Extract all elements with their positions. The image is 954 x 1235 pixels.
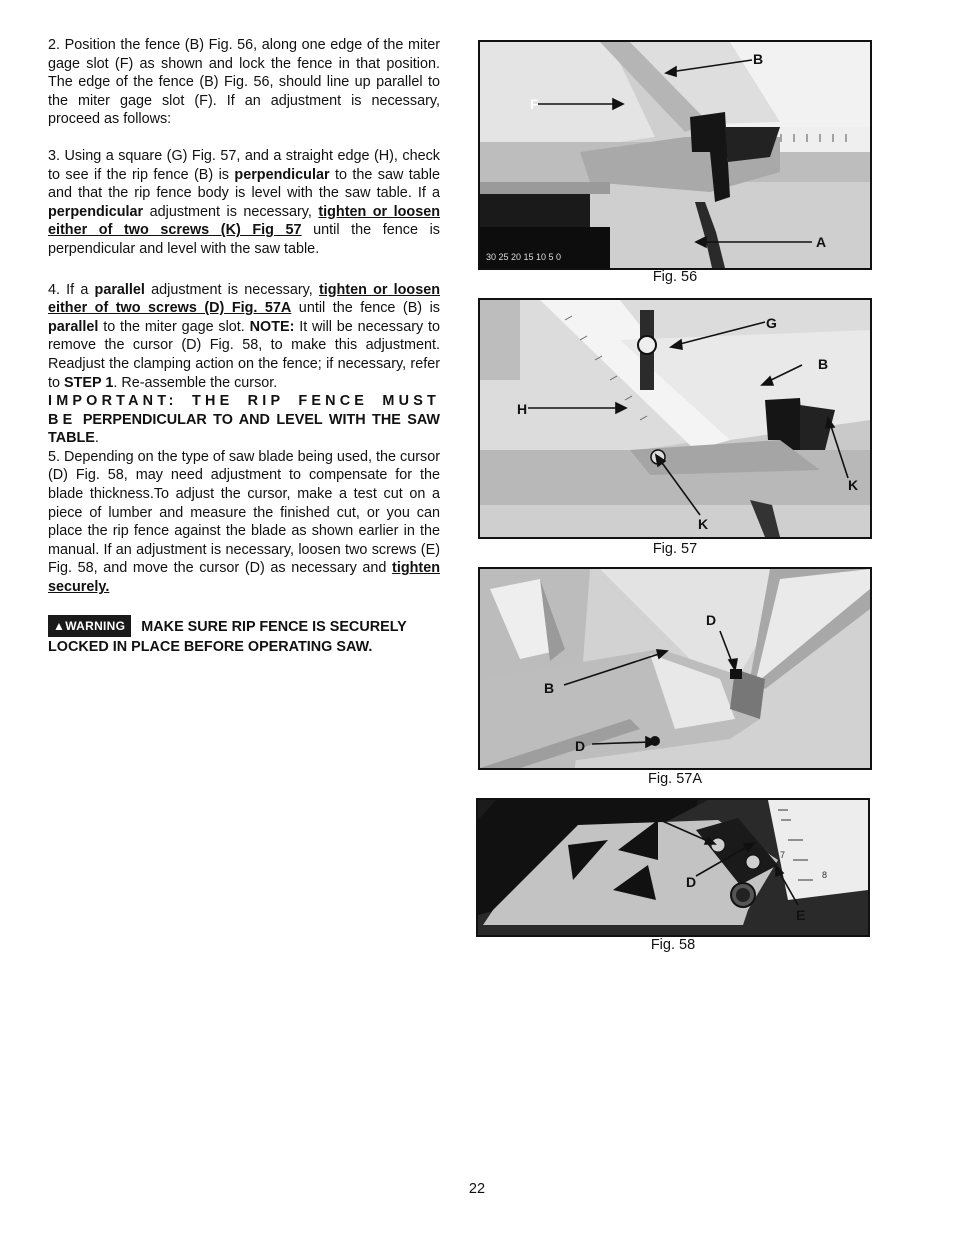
fig-57a-photo: [480, 569, 870, 768]
fig-56-caption: Fig. 56: [652, 269, 698, 285]
fig-57-label-k-bottom: K: [698, 516, 709, 532]
figure-56: [478, 40, 872, 270]
instructions-column: [48, 36, 440, 657]
fig-56-label-f: F: [530, 96, 539, 112]
figure-58: [476, 798, 870, 937]
screws-k-instruction: tighten or loosen either of two screws (K) Fig 57: [48, 203, 440, 239]
warning-badge: ▲WARNING: [48, 615, 131, 637]
fig-56-photo: [480, 42, 870, 268]
figure-57a: [478, 567, 872, 770]
fig-58-ruler-7: 7: [780, 850, 786, 860]
fig-58-caption: Fig. 58: [650, 937, 696, 953]
fig-57a-caption: Fig. 57A: [648, 771, 702, 787]
fig-58-label-e-bottom: E: [796, 907, 806, 923]
fig-56-label-a: A: [816, 234, 827, 250]
step-4-paragraph: 4. If a parallel adjustment is necessary, tighten or loosen either of two screws (D) Fig. 57A until the fence (B) is parallel to the miter gage slot. NOTE: It will be necessary to remove the cursor (D) Fig. 58, to make this adjustment. Readjust the clamping action on the fence; if necessary, refer to STEP 1. Re-assemble the cursor.: [48, 281, 441, 391]
step-3-paragraph: 3. Using a square (G) Fig. 57, and a straight edge (H), check to see if the rip fence (B) is perpendicular to the saw table and that the rip fence body is level with the saw table. If a perpendicular adjustment is necessary, tighten or loosen either of two screws (K) Fig 57 until the fence is perpendicular and level with the saw table.: [48, 147, 440, 257]
fig-58-ruler-8: 8: [822, 870, 828, 880]
fig-56-label-b: B: [753, 51, 764, 67]
page-number: 22: [468, 1181, 486, 1197]
fig-56-scale-numbers: 30 25 20 15 10 5 0: [486, 252, 562, 262]
fig-57-label-k-right: K: [848, 477, 859, 493]
warning-notice: ▲WARNING MAKE SURE RIP FENCE IS SECURELY LOCKED IN PLACE BEFORE OPERATING SAW.: [48, 615, 440, 657]
screws-d-instruction: tighten or loosen either of two screws (D) Fig. 57A: [48, 281, 441, 317]
fig-57a-label-d-bottom: D: [575, 738, 586, 754]
fig-58-label-e-top: E: [644, 801, 654, 817]
fig-57-photo: [480, 300, 870, 537]
step-2-paragraph: 2. Position the fence (B) Fig. 56, along one edge of the miter gage slot (F) as shown and lock the fence in that position. The edge of the fence (B) Fig. 56, should line up parallel to the miter gage slot (F). If an adjustment is necessary, proceed as follows:: [48, 37, 440, 128]
fig-57-caption: Fig. 57: [652, 541, 698, 557]
fig-57-label-g: G: [766, 315, 777, 331]
figure-57: [478, 298, 872, 539]
fig-57a-label-b: B: [544, 680, 555, 696]
fig-57-label-h: H: [517, 401, 528, 417]
fig-57-label-b: B: [818, 356, 829, 372]
fig-57a-label-d-top: D: [706, 612, 717, 628]
step-5-paragraph: 5. Depending on the type of saw blade being used, the cursor (D) Fig. 58, may need adjustment to compensate for the blade thickness.To adjust the cursor, make a test cut on a piece of lumber and measure the finished cut, or you can place the rip fence against the blade as shown earlier in the manual. If an adjustment is necessary, loosen two screws (E) Fig. 58, and move the cursor (D) as necessary and tighten securely.: [48, 448, 441, 596]
fig-58-label-d: D: [686, 874, 697, 890]
important-notice: IMPORTANT: THE RIP FENCE MUST BE PERPENDICULAR TO AND LEVEL WITH THE SAW TABLE.: [48, 393, 441, 447]
fig-58-photo: [478, 800, 868, 935]
tighten-securely-instruction: tighten securely.: [48, 560, 440, 596]
warning-triangle-icon: ▲: [53, 618, 66, 633]
